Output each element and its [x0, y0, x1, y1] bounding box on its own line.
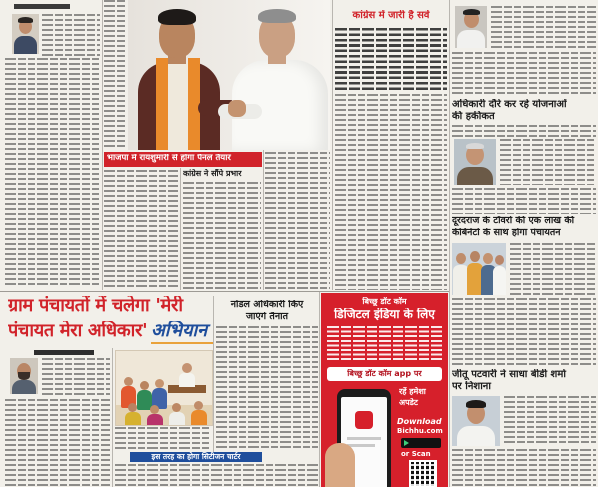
person-icon	[169, 412, 185, 425]
person-icon	[194, 401, 203, 410]
body-text	[510, 243, 596, 295]
ad-app-bar-text: बिच्छू डॉट कॉम app पर	[347, 369, 422, 378]
hair-shape	[466, 400, 486, 408]
shirt-shape	[457, 426, 495, 446]
shirt-shape	[457, 30, 485, 48]
body-text	[183, 182, 261, 290]
body-text	[491, 6, 596, 50]
hair-shape	[463, 9, 480, 15]
ad-title: डिजिटल इंडिया के लिए	[334, 308, 435, 321]
body-text	[452, 449, 596, 487]
body-text	[504, 396, 596, 446]
body-text	[115, 427, 211, 451]
bichhu-advertisement	[321, 293, 448, 487]
body-text	[115, 464, 318, 487]
column-rule	[319, 292, 320, 487]
body-text	[500, 139, 596, 185]
body-text	[5, 399, 110, 487]
reporter-photo	[10, 358, 38, 394]
saffron-scarf	[156, 58, 168, 150]
play-icon	[404, 440, 409, 446]
ad-body-text	[327, 326, 442, 362]
person-icon	[150, 405, 159, 414]
shirt-shape	[493, 266, 506, 295]
congress-charge-heading: कांग्रेस ने सौंपे प्रभार	[183, 169, 242, 178]
village-meeting-illustration	[115, 350, 213, 426]
official-photo	[454, 139, 496, 185]
kurta-shape	[168, 62, 188, 150]
body-text	[452, 52, 596, 96]
column-rule	[102, 0, 103, 290]
body-text	[216, 326, 318, 450]
person-icon	[140, 381, 149, 390]
face-icon	[483, 253, 493, 264]
hair-shape	[258, 9, 296, 23]
qr-mask	[411, 462, 435, 486]
dateline	[14, 4, 70, 9]
story2-headline: दूरदराज के टॉवरों की एक लाख की	[452, 216, 575, 226]
story3-headline: जीतू पटवारी ने साधा बीडी शर्मा	[452, 369, 566, 380]
column-rule	[332, 0, 333, 290]
story1-headline: अधिकारी दौरे कर रहे योजनाओं	[452, 99, 567, 110]
person-icon	[147, 414, 163, 425]
body-text	[452, 188, 596, 214]
intro-text	[335, 28, 447, 90]
face-icon	[495, 255, 504, 265]
app-logo-icon	[355, 411, 373, 429]
column-rule	[213, 296, 214, 452]
body-text	[104, 170, 178, 290]
citizen-charter-bar	[130, 452, 262, 462]
leader-photo	[452, 396, 500, 446]
column-rule	[263, 150, 264, 290]
person-icon	[124, 377, 133, 386]
section-rule	[0, 291, 449, 292]
hair-shape	[466, 143, 484, 149]
person-icon	[179, 373, 195, 387]
body-text	[104, 0, 127, 150]
ad-tagline: अपडेट	[399, 398, 418, 407]
story2-headline: केबिनेटों के साथ होगा पंचायतन	[452, 228, 561, 238]
main-headline-accent: अभियान	[151, 321, 213, 344]
column-rule	[112, 348, 113, 487]
face-icon	[456, 253, 466, 264]
bjp-banner-text: भाजपा में रायशुमारी से होगा पैनल तैयार	[107, 154, 231, 163]
ad-download: Download	[397, 417, 442, 426]
person-icon	[172, 403, 181, 412]
nodal-heading: नोडल अधिकारी किए	[230, 300, 304, 310]
bjp-banner	[104, 152, 262, 167]
body-text	[452, 298, 596, 366]
person-icon	[125, 412, 141, 425]
shirt-shape	[12, 380, 36, 394]
story1-headline: की हकीकत	[452, 111, 495, 122]
body-text	[265, 152, 330, 290]
body-text	[452, 125, 596, 137]
body-text	[335, 94, 447, 290]
congress-survey-heading: कांग्रेस में जारी है सर्वे	[352, 10, 430, 21]
main-headline: ग्राम पंचायतों में चलेगा 'मेरी	[8, 296, 183, 316]
ad-app-bar	[327, 367, 442, 381]
citizen-charter-text: इस तरह का होगा सिटीजन चार्टर	[151, 452, 241, 461]
reporter-photo	[12, 14, 39, 54]
body-text	[5, 58, 100, 288]
face-icon	[470, 251, 480, 262]
person-icon	[191, 410, 207, 425]
person-icon	[128, 403, 137, 412]
shirt-shape	[14, 36, 37, 54]
byline	[34, 350, 94, 355]
main-headline: पंचायत मेरा अधिकार'	[8, 321, 148, 341]
ad-brand: बिच्छू डॉट कॉम	[362, 297, 407, 306]
hair-shape	[158, 9, 196, 25]
qr-code-icon	[409, 460, 437, 487]
lead-photo	[128, 0, 330, 150]
column-rule	[180, 168, 181, 290]
hair-shape	[18, 17, 33, 23]
ad-site: Bichhu.com	[397, 427, 443, 435]
ad-tagline: रहें हमेशा	[399, 387, 426, 396]
column-rule	[449, 0, 450, 487]
screen-line	[347, 437, 381, 440]
nodal-heading: जाएंगे तैनात	[246, 312, 288, 322]
shirt-shape	[457, 167, 493, 185]
play-store-badge	[401, 438, 441, 448]
beard-shape	[18, 372, 30, 380]
leader-photo	[455, 6, 487, 48]
group-photo	[452, 243, 506, 295]
body-text	[42, 358, 110, 396]
person-icon	[182, 363, 192, 373]
story3-headline: पर निशाना	[452, 381, 491, 392]
person-icon	[155, 379, 164, 388]
handshake-shape	[228, 100, 246, 117]
hand-shape	[325, 443, 355, 487]
body-text	[42, 14, 100, 58]
ad-scan: or Scan	[401, 450, 431, 458]
